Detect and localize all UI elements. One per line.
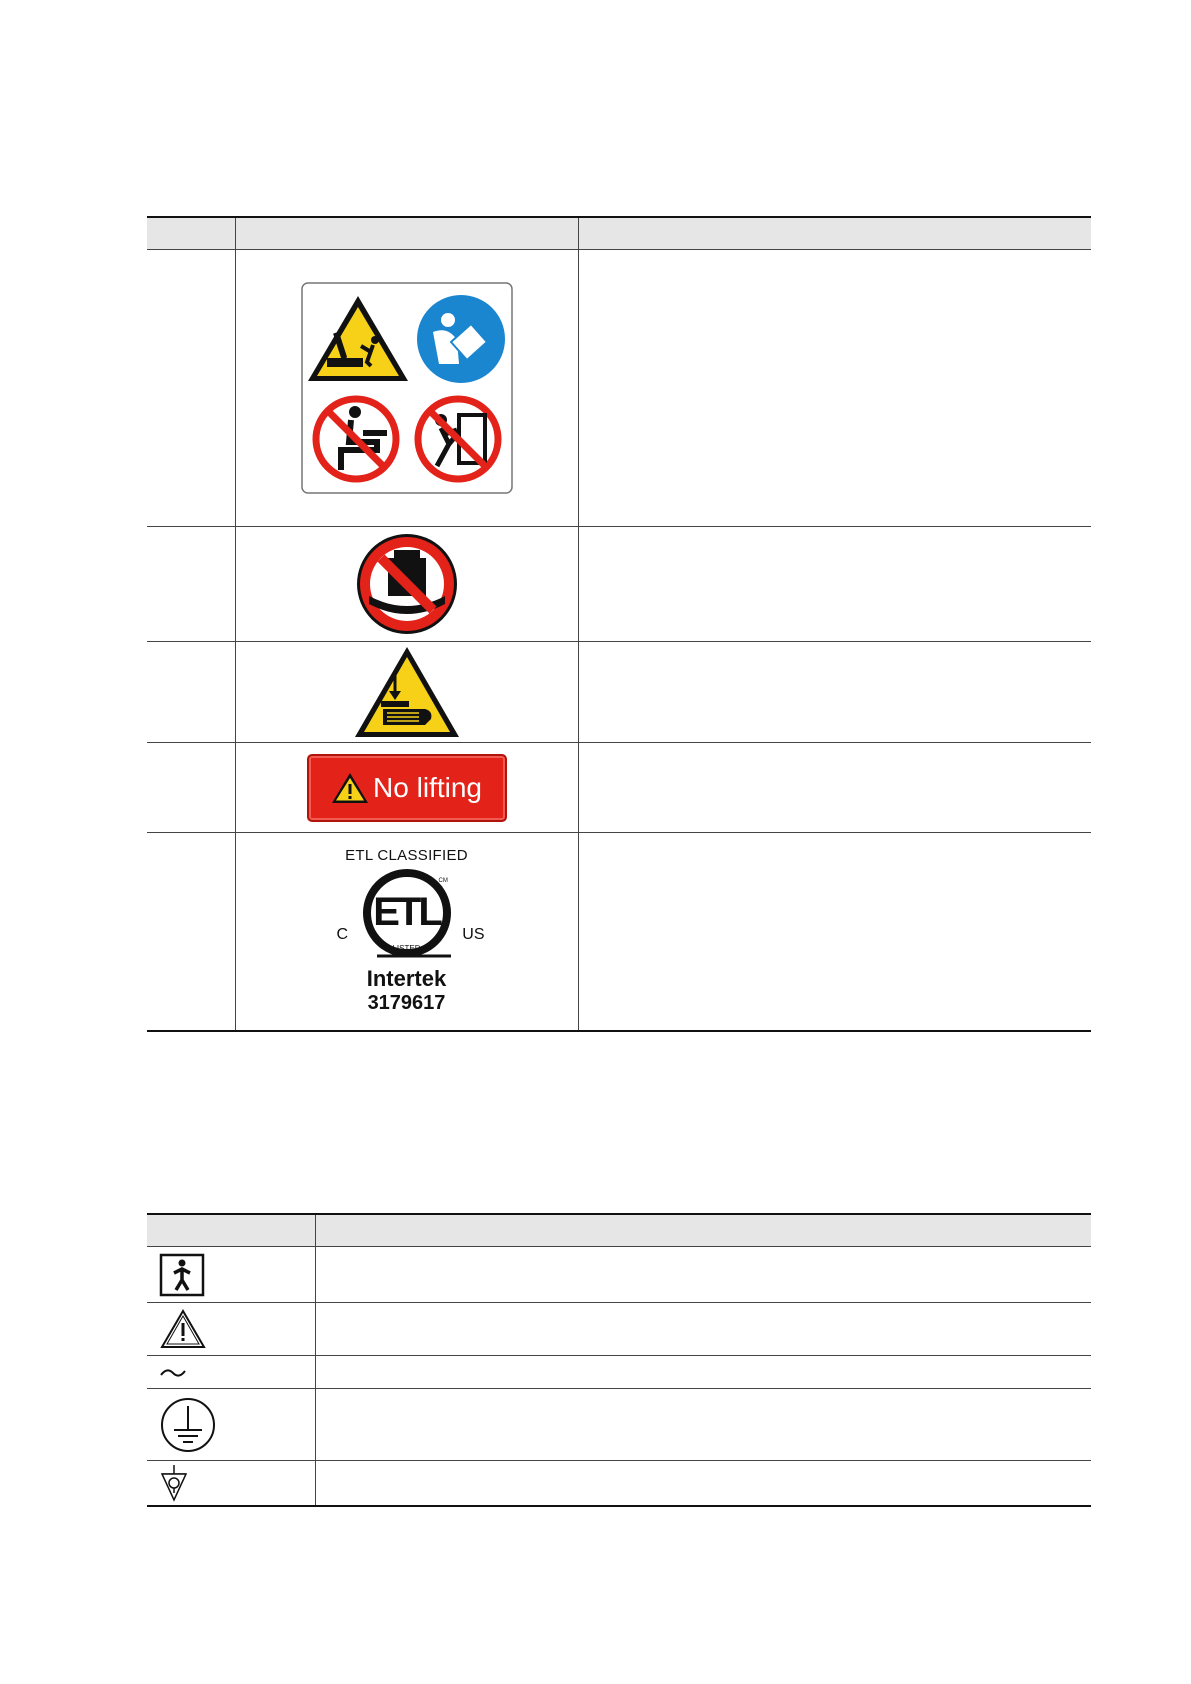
- etl-country-c: C: [336, 926, 349, 944]
- no-lifting-text: No lifting: [373, 771, 482, 803]
- label-cell: [235, 527, 578, 642]
- meaning-cell: [315, 1247, 1091, 1303]
- row-number: [147, 833, 235, 1031]
- table-row: [147, 1303, 1091, 1356]
- table-row: [147, 642, 1091, 743]
- hand-crush-warning-icon: [353, 645, 461, 739]
- warning-triangle-icon: [331, 771, 369, 805]
- meaning-cell: [315, 1389, 1091, 1461]
- description-cell: [578, 743, 1091, 833]
- label-table-header: [147, 217, 1091, 250]
- equipotential-icon: [159, 1464, 189, 1502]
- symbol-table: [147, 1213, 1091, 1507]
- description-cell: [578, 833, 1091, 1031]
- etl-number-text: 3179617: [367, 992, 446, 1015]
- no-heavy-load-icon: [353, 530, 461, 638]
- etl-mark-text: ETL: [373, 890, 440, 935]
- header-description: [578, 217, 1091, 250]
- label-cell: [235, 833, 578, 1031]
- row-number: [147, 250, 235, 527]
- table-row: [147, 743, 1091, 833]
- symbol-cell: [147, 1356, 315, 1389]
- header-symbol: [147, 1214, 315, 1247]
- symbol-cell: [147, 1247, 315, 1303]
- label-cell: [235, 743, 578, 833]
- symbol-cell: [147, 1303, 315, 1356]
- etl-country-us: US: [462, 926, 485, 944]
- table-row: [147, 833, 1091, 1031]
- no-lifting-label: [307, 754, 507, 822]
- table-row: [147, 527, 1091, 642]
- header-label: [235, 217, 578, 250]
- description-cell: [578, 527, 1091, 642]
- symbol-cell: [147, 1389, 315, 1461]
- etl-cm-text: CM: [438, 878, 448, 885]
- protective-earth-icon: [159, 1396, 217, 1454]
- label-cell: [235, 250, 578, 527]
- symbol-cell: [147, 1461, 315, 1506]
- label-table: [147, 216, 1091, 1032]
- meaning-cell: [315, 1303, 1091, 1356]
- row-number: [147, 642, 235, 743]
- label-cell: [235, 642, 578, 743]
- row-number: [147, 743, 235, 833]
- tip-over-warning-panel-icon: [301, 282, 513, 494]
- etl-listed-text: LISTED: [392, 944, 421, 954]
- meaning-cell: [315, 1356, 1091, 1389]
- type-bf-applied-part-icon: [159, 1253, 205, 1297]
- table-row: [147, 1247, 1091, 1303]
- header-meaning: [315, 1214, 1091, 1247]
- alternating-current-icon: [159, 1366, 187, 1380]
- description-cell: [578, 642, 1091, 743]
- etl-mark: [336, 847, 485, 1015]
- table-row: [147, 250, 1091, 527]
- description-cell: [578, 250, 1091, 527]
- table-row: [147, 1356, 1091, 1389]
- etl-classified-text: ETL CLASSIFIED: [345, 847, 468, 865]
- header-no: [147, 217, 235, 250]
- row-number: [147, 527, 235, 642]
- meaning-cell: [315, 1461, 1091, 1506]
- caution-triangle-icon: [159, 1308, 207, 1350]
- table-row: [147, 1389, 1091, 1461]
- table-row: [147, 1461, 1091, 1506]
- intertek-text: Intertek: [366, 966, 447, 992]
- symbol-table-header: [147, 1214, 1091, 1247]
